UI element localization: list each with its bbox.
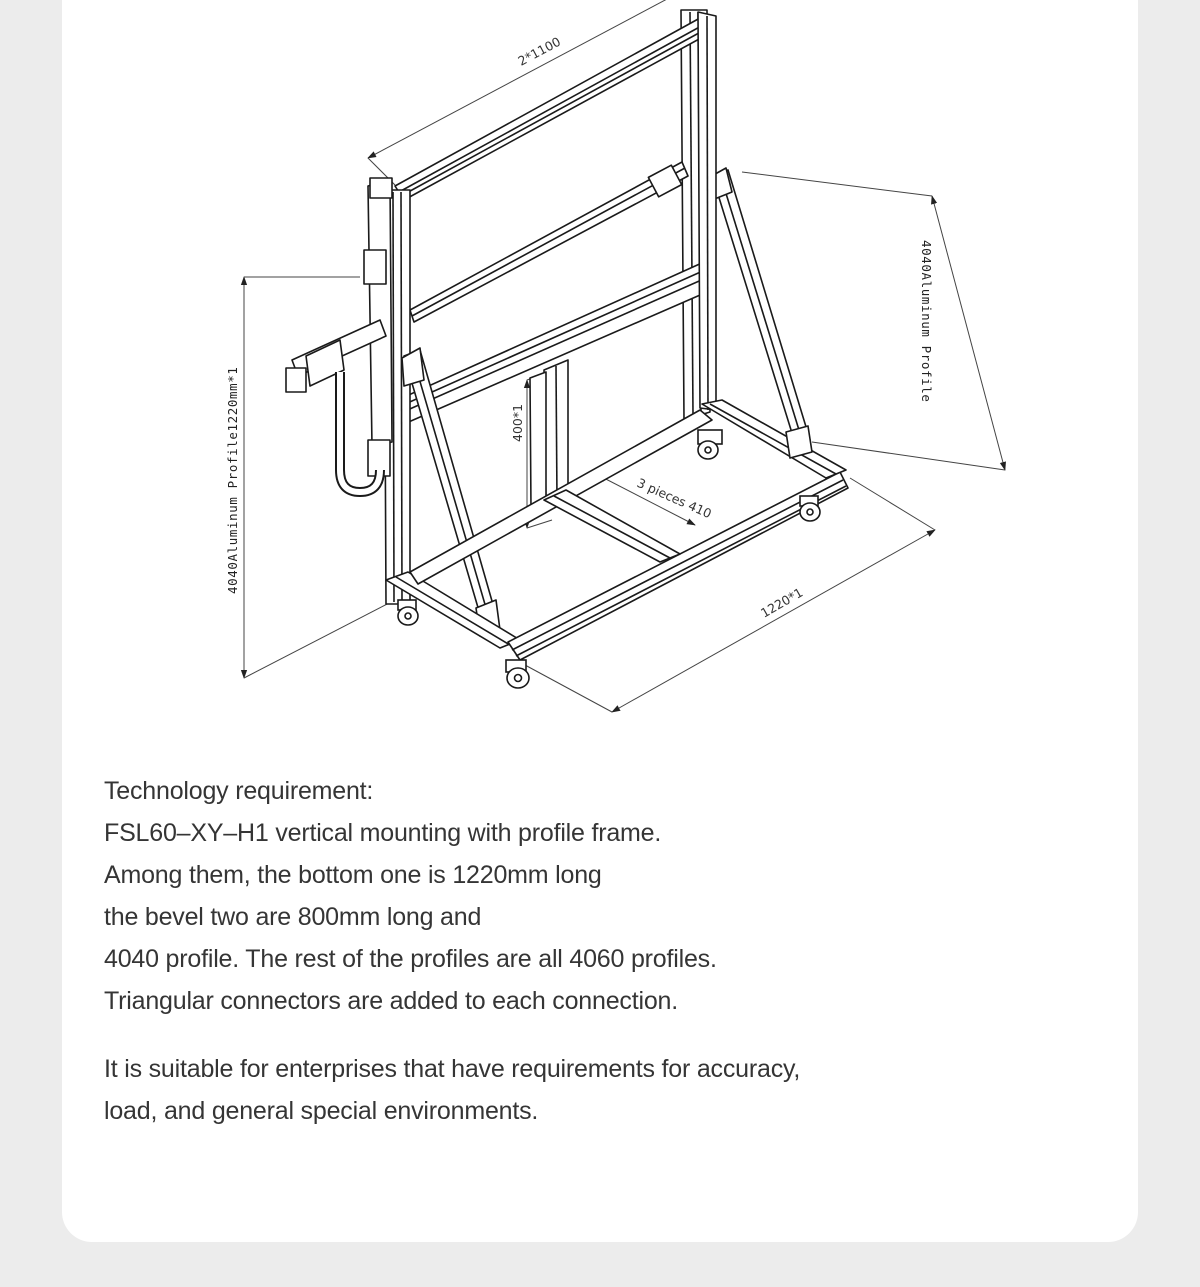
bottom-length-label: 1220*1 [758,584,806,621]
text-line-1: Technology requirement: [104,777,374,805]
text-line-7: It is suitable for enterprises that have requirements for accuracy, [104,1055,801,1083]
text-line-8: load, and general special environments. [104,1097,539,1125]
middle-height-label: 400*1 [510,403,525,442]
text-line-6: Triangular connectors are added to each connection. [104,987,678,1015]
right-brace-label: 4040Aluminum Profile [919,240,934,403]
text-line-4: the bevel two are 800mm long and [104,903,482,931]
bottom-cross-label: 3 pieces 410 [634,475,714,522]
text-line-5: 4040 profile. The rest of the profiles are all 4060 profiles. [104,945,717,973]
description-paragraph-2 [104,1048,1004,1132]
description-paragraph-1 [104,770,1004,1022]
top-width-label: 2*1100 [515,33,564,69]
aluminum-frame [286,10,848,660]
description [104,770,1004,1132]
text-line-2: FSL60–XY–H1 vertical mounting with profile frame. [104,819,662,847]
left-height-label: 4040Aluminum Profile1220mm*1 [225,366,240,594]
text-line-3: Among them, the bottom one is 1220mm long [104,861,602,889]
